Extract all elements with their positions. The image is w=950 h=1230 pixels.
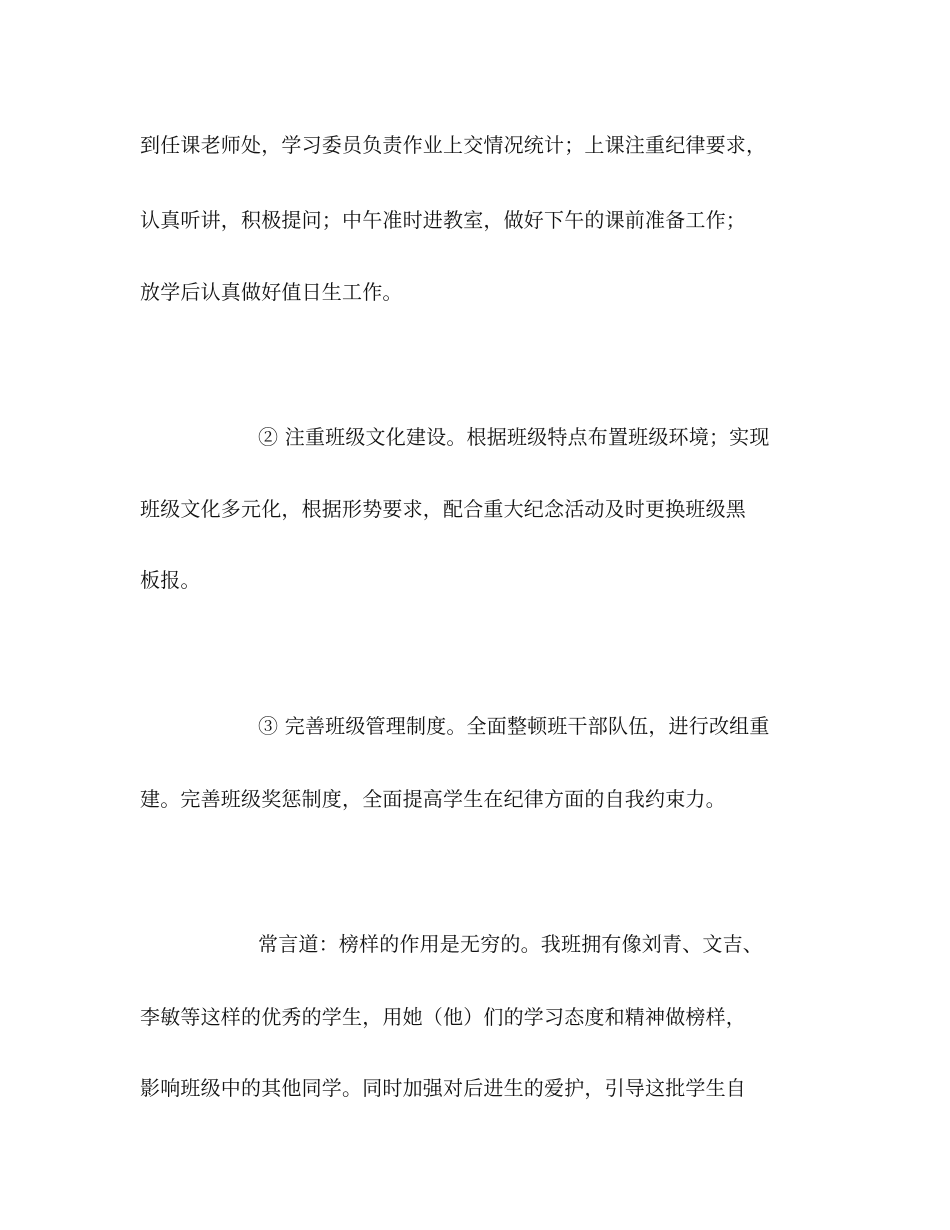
paragraph-line: 板报。	[140, 568, 201, 592]
paragraph-line: 班级文化多元化，根据形势要求，配合重大纪念活动及时更换班级黑	[140, 497, 746, 521]
paragraph-line: 放学后认真做好值日生工作。	[140, 280, 403, 304]
paragraph-line: 认真听讲，积极提问；中午准时进教室，做好下午的课前准备工作；	[140, 208, 746, 232]
paragraph-line: 李敏等这样的优秀的学生，用她（他）们的学习态度和精神做榜样，	[140, 1005, 746, 1029]
paragraph-line: ② 注重班级文化建设。根据班级特点布置班级环境；实现	[258, 425, 770, 449]
paragraph-line: 建。完善班级奖惩制度，全面提高学生在纪律方面的自我约束力。	[140, 787, 726, 811]
paragraph-line: 影响班级中的其他同学。同时加强对后进生的爱护，引导这批学生自	[140, 1076, 746, 1100]
paragraph-line: 常言道：榜样的作用是无穷的。我班拥有像刘青、文吉、	[258, 932, 763, 956]
paragraph-line: 到任课老师处，学习委员负责作业上交情况统计；上课注重纪律要求，	[140, 133, 767, 157]
paragraph-line: ③ 完善班级管理制度。全面整顿班干部队伍，进行改组重	[258, 714, 770, 738]
